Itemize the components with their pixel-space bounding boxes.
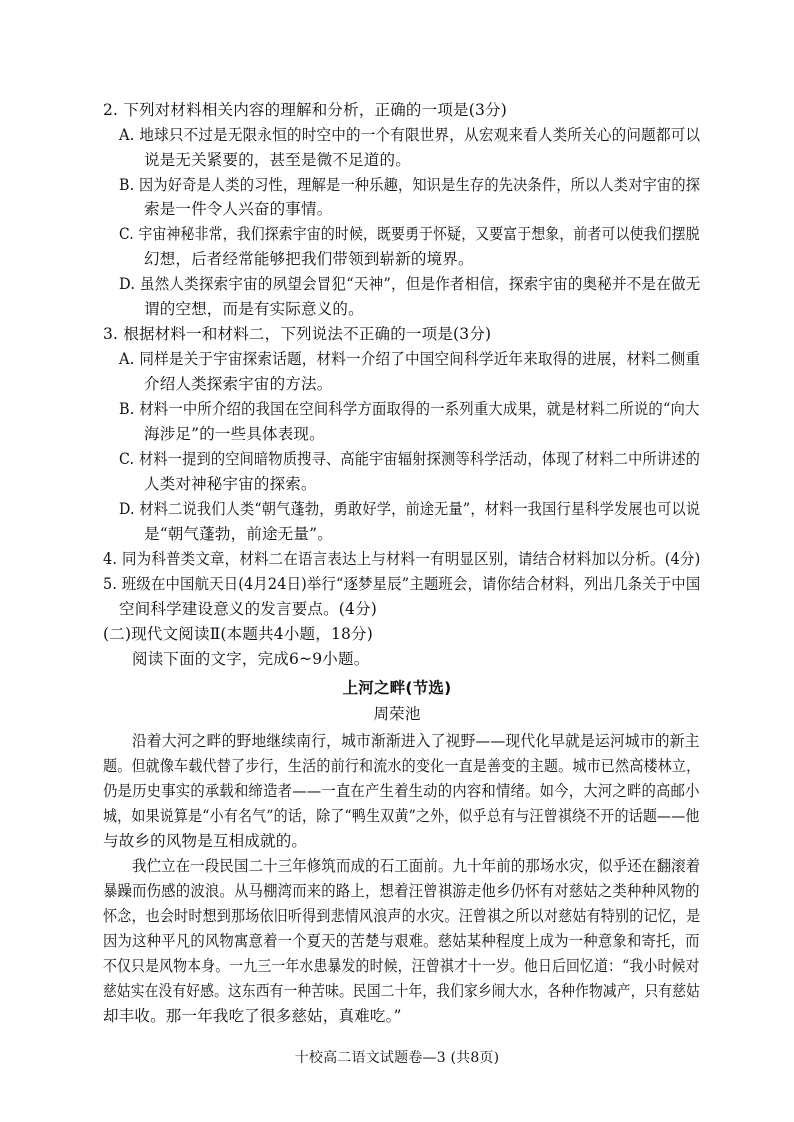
q3-option-c-line2: 人类对神秘宇宙的探索。 bbox=[144, 475, 317, 493]
article-title: 上河之畔(节选) bbox=[342, 679, 452, 697]
section-heading: (二)现代文阅读Ⅱ(本题共4小题，18分) bbox=[103, 625, 374, 643]
article-p1-line3: 仍是历史事实的承载和缔造者——一直在产生着生动的内容和情绪。如今，大河之畔的高邮小 bbox=[103, 782, 700, 800]
page-footer: 十校高二语文试题卷—3 (共8页) bbox=[294, 1050, 500, 1066]
q3-option-a-line1: A. 同样是关于宇宙探索话题，材料一介绍了中国空间科学近年来取得的进展，材料二侧重 bbox=[119, 350, 701, 368]
q2-option-c-line2: 幻想，后者经常能够把我们带领到崭新的境界。 bbox=[144, 250, 474, 268]
q2-option-d-line1: D. 虽然人类探索宇宙的夙望会冒犯“天神”，但是作者相信，探索宇宙的奥秘并不是在做无 bbox=[119, 275, 701, 293]
q2-option-a-line1: A. 地球只不过是无限永恒的时空中的一个有限世界，从宏观来看人类所关心的问题都可以 bbox=[119, 126, 701, 144]
article-p2-line6: 慈姑实在没有好感。这东西有一种苦味。民国二十年，我们家乡闹大水，各种作物减产，只有慈姑 bbox=[103, 982, 701, 1000]
q5-stem-line2: 空间科学建设意义的发言要点。(4分) bbox=[119, 600, 378, 618]
q5-stem-line1: 5. 班级在中国航天日(4月24日)举行“逐梦星辰”主题班会，请你结合材料，列出几条关于中国 bbox=[103, 575, 701, 593]
q3-option-d-line1: D. 材料二说我们人类“朝气蓬勃，勇敢好学，前途无量”，材料一我国行星科学发展也可以说 bbox=[119, 500, 701, 518]
q3-option-c-line1: C. 材料一提到的空间暗物质搜寻、高能宇宙辐射探测等科学活动，体现了材料二中所讲述的 bbox=[119, 450, 701, 468]
article-p1-line4: 城，如果说算是“小有名气”的话，除了“鸭生双黄”之外，似乎总有与汪曾祺绕不开的话题——他 bbox=[103, 807, 700, 825]
article-p2-line4: 因为这种平凡的风物寓意着一个夏天的苦楚与艰难。慈姑某种程度上成为一种意象和寄托，而 bbox=[103, 932, 700, 950]
q2-option-a-line2: 说是无关紧要的，甚至是微不足道的。 bbox=[144, 151, 411, 169]
article-p2-line5: 不仅只是风物本身。一九三一年水患暴发的时候，汪曾祺才十一岁。他日后回忆道：“我小时候对 bbox=[103, 957, 700, 975]
article-p2-line1: 我伫立在一段民国二十三年修筑而成的石工面前。九十年前的那场水灾，似乎还在翻滚着 bbox=[132, 857, 701, 875]
q3-option-b-line1: B. 材料一中所介绍的我国在空间科学方面取得的一系列重大成果，就是材料二所说的“向大 bbox=[119, 400, 700, 418]
article-p2-line2: 暴躁而伤感的波浪。从马棚湾而来的路上，想着汪曾祺游走他乡仍怀有对慈姑之类种种风物的 bbox=[103, 882, 700, 900]
q2-option-b-line1: B. 因为好奇是人类的习性，理解是一种乐趣，知识是生存的先决条件，所以人类对宇宙的探 bbox=[119, 176, 701, 194]
q2-option-d-line2: 谓的空想，而是有实际意义的。 bbox=[144, 300, 364, 318]
q2-option-c-line1: C. 宇宙神秘非常，我们探索宇宙的时候，既要勇于怀疑，又要富于想象，前者可以使我们摆脱 bbox=[119, 225, 700, 243]
article-p1-line2: 题。但就像车载代替了步行，生活的前行和流水的变化一直是善变的主题。城市已然高楼林立， bbox=[103, 757, 701, 775]
q2-stem: 2. 下列对材料相关内容的理解和分析，正确的一项是(3分) bbox=[103, 101, 507, 119]
article-p2-line7: 却丰收。那一年我吃了很多慈姑，真难吃。” bbox=[103, 1007, 402, 1025]
article-p2-line3: 怀念，也会时时想到那场依旧听得到悲情风浪声的水灾。汪曾祺之所以对慈姑有特别的记忆，是 bbox=[103, 907, 701, 925]
article-p1-line1: 沿着大河之畔的野地继续南行，城市渐渐进入了视野——现代化早就是运河城市的新主 bbox=[132, 732, 700, 750]
q4-stem: 4. 同为科普类文章，材料二在语言表达上与材料一有明显区别，请结合材料加以分析。(4分) bbox=[103, 550, 701, 568]
q3-option-d-line2: 是“朝气蓬勃，前途无量”。 bbox=[144, 525, 333, 543]
article-author: 周荣池 bbox=[373, 705, 421, 723]
q3-stem: 3. 根据材料一和材料二，下列说法不正确的一项是(3分) bbox=[103, 325, 492, 343]
q3-option-b-line2: 海涉足”的一些具体表现。 bbox=[144, 425, 325, 443]
section-instruction: 阅读下面的文字，完成6~9小题。 bbox=[132, 650, 370, 668]
q2-option-b-line2: 索是一件令人兴奋的事情。 bbox=[144, 200, 333, 218]
article-p1-line5: 与故乡的风物是互相成就的。 bbox=[103, 832, 308, 850]
q3-option-a-line2: 介绍人类探索宇宙的方法。 bbox=[144, 375, 333, 393]
